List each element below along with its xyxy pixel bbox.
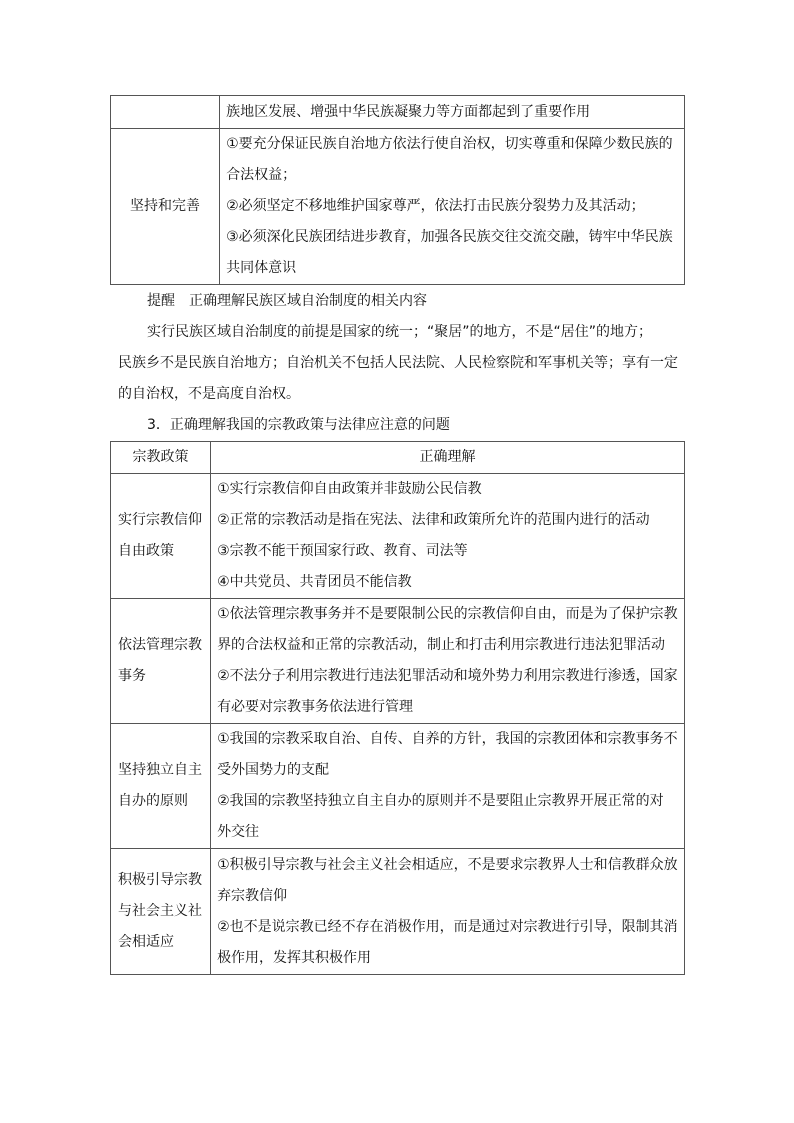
row-label-line: 与社会主义社: [118, 903, 202, 919]
table-cell: [211, 849, 685, 975]
cell-line: ①我国的宗教采取自治、自传、自养的方针，我国的宗教团体和宗教事务不: [217, 731, 678, 747]
cell-line: ②也不是说宗教已经不存在消极作用，而是通过对宗教进行引导，限制其消: [217, 918, 678, 935]
cell-line: ①要充分保证民族自治地方依法行使自治权，切实尊重和保障少数民族的: [226, 136, 673, 152]
cell-line: ④中共党员、共青团员不能信教: [217, 574, 412, 590]
table-row: [111, 129, 685, 285]
religion-policy-table: [110, 441, 685, 975]
row-label-line: 自由政策: [118, 543, 174, 559]
table-cell: [211, 724, 685, 849]
cell-line: 受外国势力的支配: [217, 762, 330, 778]
row-label: 坚持和完善: [111, 129, 220, 285]
table-cell-empty: [111, 96, 220, 129]
row-label-line: 自办的原则: [118, 793, 188, 809]
table-header-row: [111, 442, 685, 474]
table-row: [111, 724, 685, 849]
tip-heading: 提醒 正确理解民族区域自治制度的相关内容: [147, 293, 427, 309]
row-label-line: 事务: [118, 668, 146, 684]
cell-line: ①积极引导宗教与社会主义社会相适应，不是要求宗教界人士和信教群众放: [217, 856, 678, 873]
table-cell: [211, 474, 685, 599]
table-row: [111, 474, 685, 599]
cell-line: ①实行宗教信仰自由政策并非鼓励公民信教: [217, 481, 482, 497]
cell-line: ②不法分子利用宗教进行违法犯罪活动和境外势力利用宗教进行渗透，国家: [217, 668, 678, 684]
row-label: [111, 724, 211, 849]
column-header: 宗教政策: [111, 442, 211, 474]
cell-line: 界的合法权益和正常的宗教活动，制止和打击利用宗教进行违法犯罪活动: [217, 637, 666, 653]
column-header: 正确理解: [211, 442, 685, 474]
cell-line: ③必须深化民族团结进步教育，加强各民族交往交流交融，铸牢中华民族: [226, 229, 673, 245]
tip-line: 实行民族区域自治制度的前提是国家的统一；“聚居”的地方，不是“居住”的地方；: [147, 324, 653, 340]
row-label-line: 积极引导宗教: [118, 872, 202, 888]
cell-line: 外交往: [217, 824, 260, 840]
table-row: [111, 96, 685, 129]
row-label-line: 依法管理宗教: [118, 637, 202, 653]
cell-line: ①依法管理宗教事务并不是要限制公民的宗教信仰自由，而是为了保护宗教: [217, 606, 678, 622]
table-cell: [220, 129, 685, 285]
cell-line: 族地区发展、增强中华民族凝聚力等方面都起到了重要作用: [226, 103, 591, 120]
table-cell: [220, 96, 685, 129]
cell-line: ②必须坚定不移地维护国家尊严，依法打击民族分裂势力及其活动；: [226, 198, 645, 214]
table-row: [111, 599, 685, 724]
ethnic-autonomy-table: [110, 95, 685, 285]
row-label: [111, 849, 211, 975]
row-label: [111, 474, 211, 599]
cell-line: 弃宗教信仰: [217, 887, 288, 904]
cell-line: ②我国的宗教坚持独立自主自办的原则并不是要阻止宗教界开展正常的对: [217, 793, 664, 809]
cell-line: 共同体意识: [226, 260, 297, 276]
cell-line: 极作用，发挥其积极作用: [217, 949, 372, 966]
cell-line: ③宗教不能干预国家行政、教育、司法等: [217, 543, 468, 559]
cell-line: 有必要对宗教事务依法进行管理: [217, 699, 414, 715]
row-label-line: 坚持独立自主: [118, 762, 202, 778]
table-row: [111, 849, 685, 975]
table-cell: [211, 599, 685, 724]
row-label: [111, 599, 211, 724]
section-title: 3．正确理解我国的宗教政策与法律应注意的问题: [147, 417, 450, 433]
cell-line: ②正常的宗教活动是指在宪法、法律和政策所允许的范围内进行的活动: [217, 512, 650, 528]
row-label-line: 实行宗教信仰: [118, 512, 202, 528]
row-label-line: 会相适应: [118, 934, 174, 950]
tip-line: 的自治权，不是高度自治权。: [118, 386, 300, 402]
cell-line: 合法权益；: [226, 167, 297, 183]
tip-line: 民族乡不是民族自治地方；自治机关不包括人民法院、人民检察院和军事机关等；享有一定: [118, 355, 678, 371]
